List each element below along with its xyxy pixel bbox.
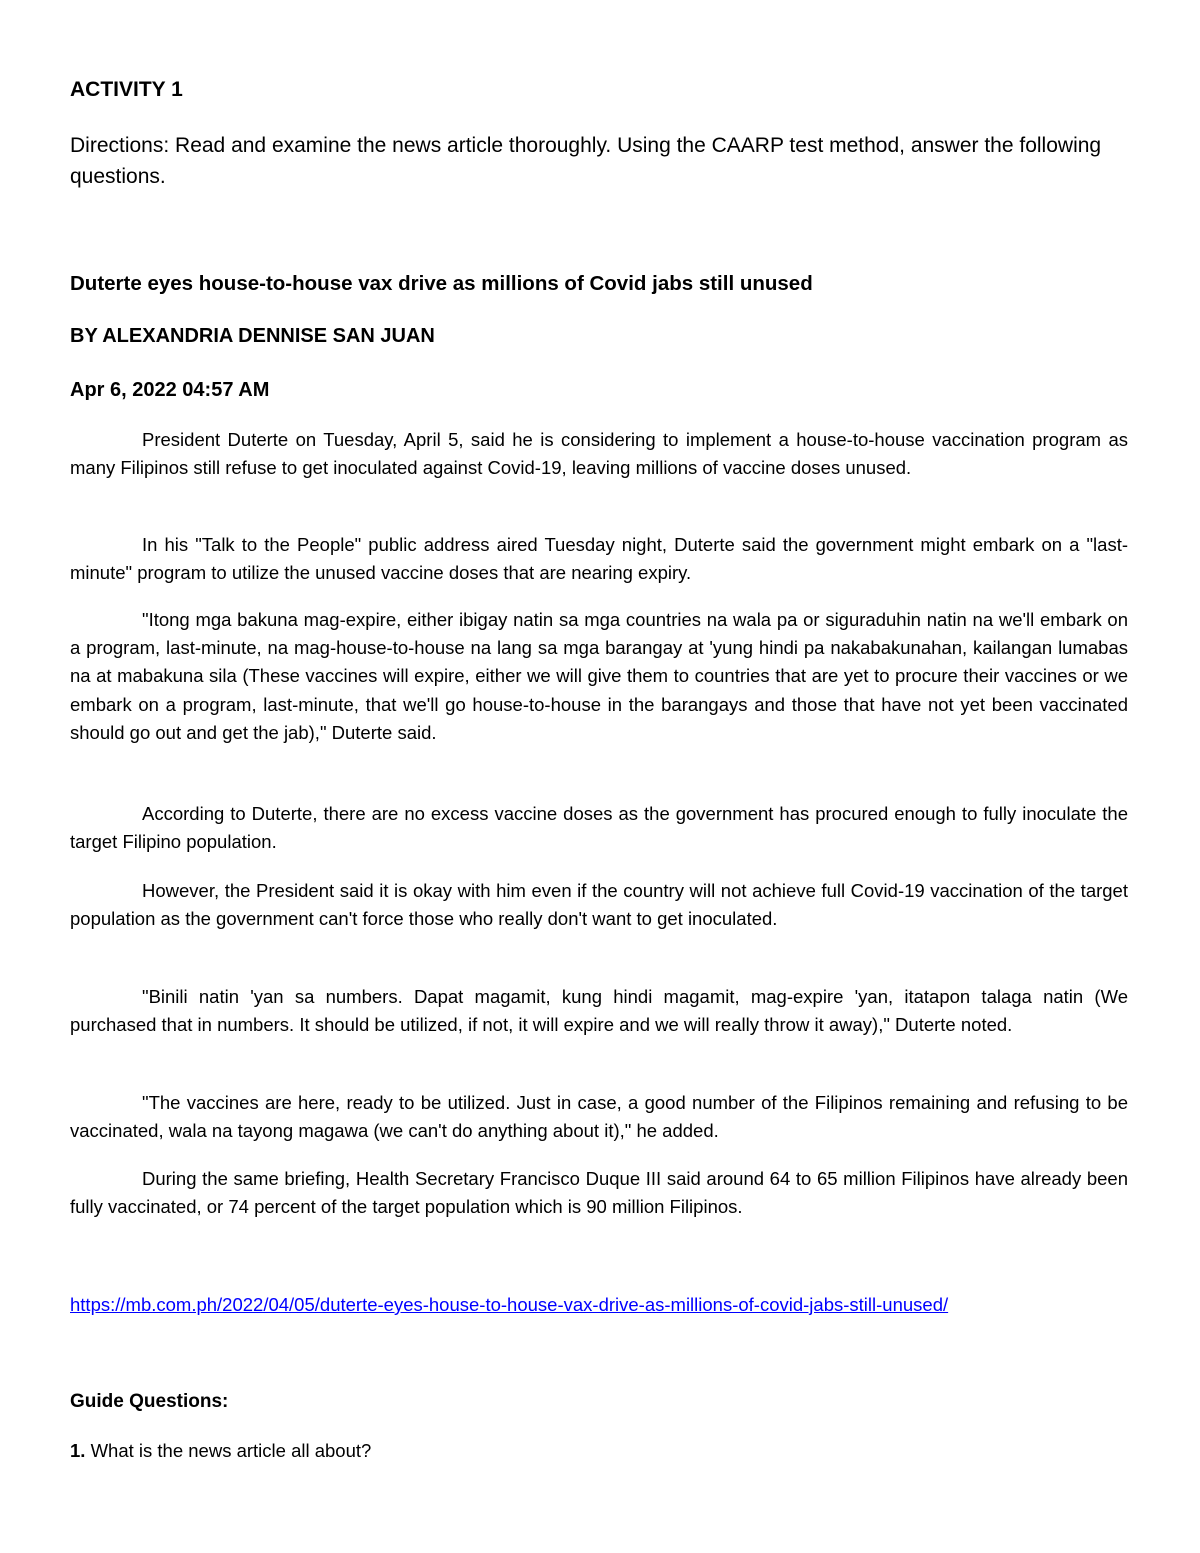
guide-question bbox=[70, 1438, 371, 1464]
article-paragraph: President Duterte on Tuesday, April 5, said he is considering to implement a house-to-house vaccination program as many Filipinos still refuse to get inoculated against Covid-19, leaving millions of vaccine doses unused. bbox=[70, 429, 1128, 479]
question-number: 1. bbox=[70, 1440, 86, 1461]
article-paragraph: "Binili natin 'yan sa numbers. Dapat magamit, kung hindi magamit, mag-expire 'yan, itatapon talaga natin (We purchased that in numbers. It should be utilized, if not, it will expire and we will really throw it away)," Duterte noted. bbox=[70, 986, 1128, 1036]
article-paragraph: "Itong mga bakuna mag-expire, either ibigay natin sa mga countries na wala pa or siguraduhin natin na we'll embark on a program, last-minute, na mag-house-to-house na lang sa mga barangay at 'yung hindi pa nakabakunahan, kailangan lumabas na at mabakuna sila (These vaccines will expire, either we will give them to countries that are yet to procure their vaccines or we embark on a program, last-minute, that we'll go house-to-house in the barangays and those that have not yet been vaccinated should go out and get the jab)," Duterte said. bbox=[70, 609, 1128, 743]
article-dateline: Apr 6, 2022 04:57 AM bbox=[70, 379, 270, 401]
question-text: What is the news article all about? bbox=[85, 1440, 372, 1461]
activity-title: ACTIVITY 1 bbox=[70, 78, 183, 101]
article-paragraph: According to Duterte, there are no excess vaccine doses as the government has procured enough to fully inoculate the target Filipino population. bbox=[70, 803, 1128, 853]
directions-text: Directions: Read and examine the news article thoroughly. Using the CAARP test method, answer the following questions. bbox=[70, 134, 1102, 188]
article-paragraph: "The vaccines are here, ready to be utilized. Just in case, a good number of the Filipinos remaining and refusing to be vaccinated, wala na tayong magawa (we can't do anything about it)," he added. bbox=[70, 1092, 1128, 1142]
article-paragraph: In his "Talk to the People" public address aired Tuesday night, Duterte said the government might embark on a "last-minute" program to utilize the unused vaccine doses that are nearing expiry. bbox=[70, 534, 1128, 584]
article-paragraph: However, the President said it is okay with him even if the country will not achieve full Covid-19 vaccination of the target population as the government can't force those who really don't want to get inoculated. bbox=[70, 880, 1128, 930]
guide-questions-title: Guide Questions: bbox=[70, 1391, 229, 1412]
article-paragraph: During the same briefing, Health Secretary Francisco Duque III said around 64 to 65 million Filipinos have already been fully vaccinated, or 74 percent of the target population which is 90 million Filipinos. bbox=[70, 1168, 1128, 1218]
article-byline: BY ALEXANDRIA DENNISE SAN JUAN bbox=[70, 325, 435, 347]
source-link[interactable]: https://mb.com.ph/2022/04/05/duterte-eyes-house-to-house-vax-drive-as-millions-of-covid-jabs-still-unused/ bbox=[70, 1294, 949, 1315]
article-headline: Duterte eyes house-to-house vax drive as millions of Covid jabs still unused bbox=[70, 272, 813, 295]
